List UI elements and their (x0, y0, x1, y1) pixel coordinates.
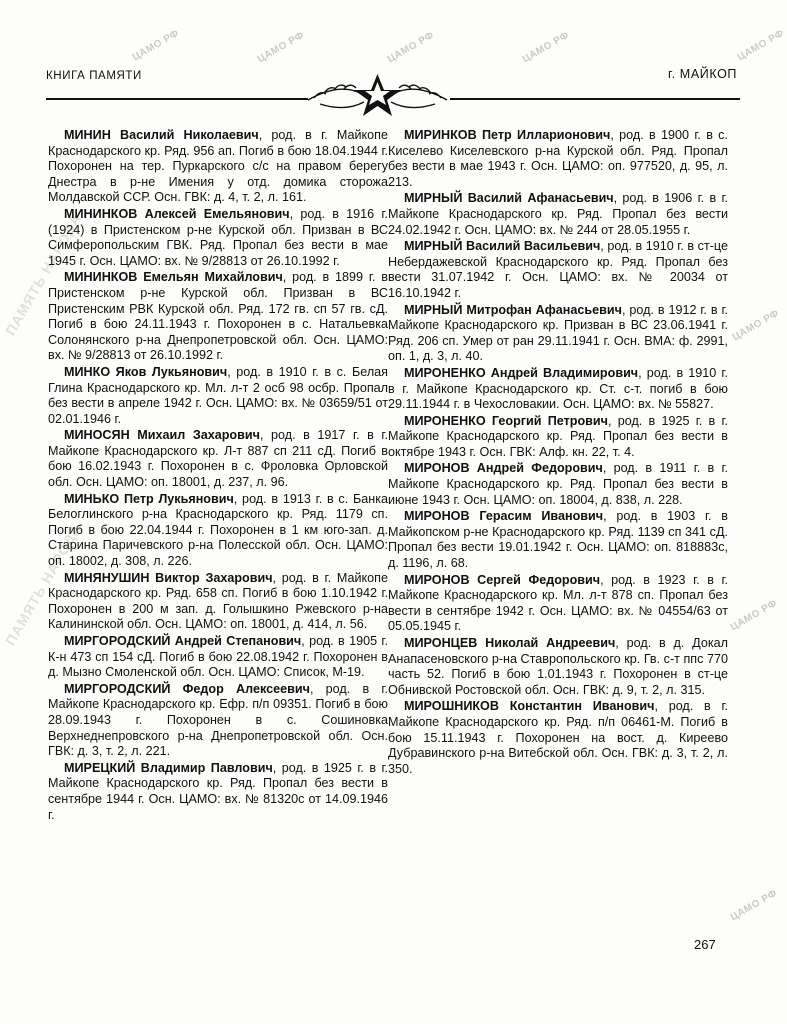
memorial-entry (388, 128, 728, 190)
memorial-entry (48, 682, 388, 760)
entry-name: МИРЕЦКИЙ Владимир Павлович (64, 760, 273, 775)
watermark-side-text: ПАМЯТЬ НАРОДА (2, 210, 85, 338)
entry-text: , род. в 1923 г. в г. Майкопе Краснодарского кр. Мл. л-т 878 сп. Пропал без вести в сентябре 1942 г. Осн. ЦАМО: вх. № 04554/63 от 05.05.1945 г. (388, 572, 728, 634)
entry-text: , род. в 1925 г. в г. Майкопе Краснодарского кр. Ряд. Пропал без вести в сентябре 1944 г. Осн. ЦАМО: вх. № 81320с от 14.09.1946 г. (48, 760, 389, 822)
entry-text: , род. в 1899 г. в Пристенском р-не Курской обл. Призван в ВС Пристенским РВК Курской обл. Ряд. 172 гв. сп 57 гв. сД. Погиб в бою 24.11.1943 г. Похоронен в с. Натальевка Солонянского р-на Днепропетровской обл. Осн. ЦАМО: вх. № 9/28813 от 26.10.1992 г. (48, 270, 388, 363)
memorial-entry (48, 492, 388, 570)
entry-text: , род. в 1912 г. в г. Майкопе Краснодарского кр. Призван в ВС 23.06.1941 г. Ряд. 206 сп. Умер от ран 29.11.1941 г. Осн. ВМА: ф. 2991, оп. 1, д. 3, л. 40. (388, 302, 728, 364)
entry-text: , род. в г. Майкопе Краснодарского кр. Ряд. 956 ап. Погиб в бою 18.04.1944 г. Похоронен на тер. Пуркарского с/с на правом берегу Днестра в р-не Имения у отд. домика сторожа Молдавской ССР. Осн. ГВК: д. 4, т. 2, л. 161. (48, 128, 388, 205)
memorial-entry (48, 634, 388, 681)
star-laurel-emblem-icon (300, 72, 455, 118)
watermark-text: ЦАМО РФ (130, 27, 182, 64)
entry-text: , род. в 1917 г. в г. Майкопе Краснодарского кр. Л-т 887 сп 211 сД. Погиб в бою 16.02.1943 г. Похоронен в с. Фроловка Орловской обл. Осн. ЦАМО: оп. 18001, д. 237, л. 96. (48, 428, 388, 490)
memorial-entry (48, 428, 388, 490)
header-right: г. МАЙКОП (668, 67, 737, 81)
entry-name: МИРИНКОВ Петр Илларионович (404, 128, 611, 142)
entry-name: МИНИН Василий Николаевич (64, 128, 259, 142)
entry-text: , род. в 1903 г. в Майкопском р-не Краснодарского кр. Ряд. 1139 сп 341 сД. Пропал без вести 19.01.1942 г. Осн. ЦАМО: оп. 818883с, д. 1196, л. 68. (388, 509, 728, 571)
entry-name: МИНКО Яков Лукьянович (64, 364, 228, 379)
watermark-text: ЦАМО РФ (385, 29, 437, 66)
memorial-entry (388, 509, 728, 571)
right-column (388, 128, 728, 778)
header-left: КНИГА ПАМЯТИ (46, 70, 142, 82)
left-column (48, 128, 388, 824)
memorial-entry (388, 636, 728, 698)
entry-text: , род. в 1911 г. в г. Майкопе Краснодарского кр. Ряд. Пропал без вести в июне 1943 г. Осн. ЦАМО: оп. 18004, д. 838, л. 228. (388, 461, 728, 507)
watermark-text: ЦАМО РФ (728, 597, 780, 634)
entry-name: МИРОНЦЕВ Николай Андреевич (404, 636, 616, 650)
watermark-text: ЦАМО РФ (728, 887, 780, 924)
memorial-entry (48, 207, 388, 269)
entry-text: , род. в 1925 г. в г. Майкопе Краснодарского кр. Ряд. Пропал без вести в октябре 1943 г. Осн. ГВК: Алф. кн. 22, т. 4. (388, 413, 729, 459)
memorial-entry (48, 365, 388, 427)
memorial-entry (388, 461, 728, 508)
entry-text: , род. в г. Майкопе Краснодарского кр. Ряд. 658 сп. Погиб в бою 1.10.1942 г. Похоронен в 200 м зап. д. Голышкино Ржевского р-на Калининской обл. Осн. ЦАМО: оп. 18001, д. 414, л. 56. (48, 570, 388, 632)
entry-name: МИРОНОВ Сергей Федорович (404, 572, 601, 587)
entry-text: , род. в 1900 г. в с. Киселево Киселевского р-на Курской обл. Ряд. Пропал без вести в мае 1943 г. Осн. ЦАМО: оп. 977520, д. 95, л. 213. (388, 128, 728, 189)
entry-name: МИРОШНИКОВ Константин Иванович (404, 699, 655, 714)
entry-name: МИРГОРОДСКИЙ Андрей Степанович (64, 634, 302, 648)
memorial-entry (388, 573, 728, 635)
entry-text: , род. в 1905 г. К-н 473 сп 154 сД. Погиб в бою 22.08.1942 г. Похоронен в д. Мызно Смоленской обл. Осн. ЦАМО: Список, М-19. (48, 634, 388, 680)
entry-name: МИНЯНУШИН Виктор Захарович (64, 570, 273, 585)
memorial-entry (48, 128, 388, 206)
entry-name: МИРОНЕНКО Георгий Петрович (404, 413, 608, 428)
entry-name: МИРНЫЙ Митрофан Афанасьевич (404, 302, 622, 317)
entry-text: , род. в г. Майкопе Краснодарского кр. Ефр. п/п 09351. Погиб в бою 28.09.1943 г. Похоронен в с. Сошиновка Верхнеднепровского р-на Днепропетровской обл. Осн. ГВК: д. 3, т. 2, л. 221. (48, 681, 388, 759)
entry-text: , род. в 1910 г. в с. Белая Глина Краснодарского кр. Мл. л-т 2 осб 98 осбр. Пропал без вести в апреле 1942 г. Осн. ЦАМО: вх. № 03659/51 от 02.01.1946 г. (48, 364, 388, 426)
entry-name: МИРГОРОДСКИЙ Федор Алексеевич (64, 681, 310, 696)
header-rule-right (450, 98, 740, 100)
memorial-entry (48, 571, 388, 633)
entry-text: , род. в 1906 г. в г. Майкопе Краснодарского кр. Ряд. Пропал без вести 24.02.1942 г. Осн. ЦАМО: вх. № 244 от 28.05.1955 г. (388, 191, 728, 237)
entry-name: МИНОСЯН Михаил Захарович (64, 428, 260, 443)
entry-text: , род. в 1910 г. в ст-це Небердажевской Краснодарского кр. Ряд. Пропал без вести 31.07.1942 г. Осн. ЦАМО: вх. № 20034 от 16.10.1942 г. (388, 239, 728, 300)
memorial-entry (388, 366, 728, 413)
watermark-text: ЦАМО РФ (730, 307, 782, 344)
entry-text: , род. в 1916 г. (1924) в Пристенском р-не Курской обл. Призван в ВС Симферопольским ГВК. Ряд. Пропал без вести в мае 1945 г. Осн. ЦАМО: вх. № 9/28813 от 26.10.1992 г. (48, 206, 388, 268)
entry-name: МИРОНЕНКО Андрей Владимирович (404, 365, 639, 380)
entry-text: , род. в г. Майкопе Краснодарского кр. Ряд. п/п 06461-М. Погиб в бою 15.11.1943 г. Похоронен на вост. д. Киреево Дубравинского р-на Витебской обл. Осн. ГВК: д. 3, т. 2, л. 350. (388, 699, 728, 776)
memorial-entry (388, 699, 728, 777)
header-rule-left (46, 98, 308, 100)
watermark-text: ЦАМО РФ (520, 29, 572, 66)
memorial-entry (48, 761, 388, 823)
watermark-side-text: ПАМЯТЬ НАРОДА (2, 520, 85, 648)
entry-name: МИРНЫЙ Василий Васильевич (404, 239, 601, 254)
entry-name: МИНИНКОВ Емельян Михайлович (64, 270, 283, 285)
entry-name: МИРНЫЙ Василий Афанасьевич (404, 191, 614, 206)
entry-text: , род. в 1910 г. в г. Майкопе Краснодарского кр. Ст. с-т. погиб в бою 29.11.1944 г. в Чехословакии. Осн. ЦАМО: вх. № 55827. (388, 365, 728, 412)
entry-text: , род. в д. Докал Анапасеновского р-на Ставропольского кр. Гв. с-т ппс 770 часть 52. Погиб в бою 1.01.1943 г. Похоронен в ст-це Обнивской Ростовской обл. Осн. ГВК: д. 9, т. 2, л. 315. (388, 636, 728, 697)
watermark-text: ЦАМО РФ (735, 27, 787, 64)
entry-name: МИНИНКОВ Алексей Емельянович (64, 206, 290, 221)
memorial-entry (388, 414, 728, 461)
entry-text: , род. в 1913 г. в с. Банка Белоглинского р-на Краснодарского кр. Ряд. 1179 сп. Погиб в бою 22.04.1944 г. Похоронен в 1 км юго-зап. д. Старина Паричевского р-на Полесской обл. Осн. ЦАМО: оп. 18002, д. 308, л. 226. (48, 491, 389, 569)
entry-name: МИРОНОВ Герасим Иванович (404, 509, 604, 524)
page-number: 267 (694, 937, 716, 952)
entry-name: МИРОНОВ Андрей Федорович (404, 461, 603, 476)
entry-name: МИНЬКО Петр Лукьянович (64, 491, 234, 506)
watermark-text: ЦАМО РФ (255, 29, 307, 66)
memorial-entry (388, 191, 728, 238)
memorial-entry (48, 270, 388, 364)
memorial-entry (388, 239, 728, 301)
memorial-entry (388, 303, 728, 365)
